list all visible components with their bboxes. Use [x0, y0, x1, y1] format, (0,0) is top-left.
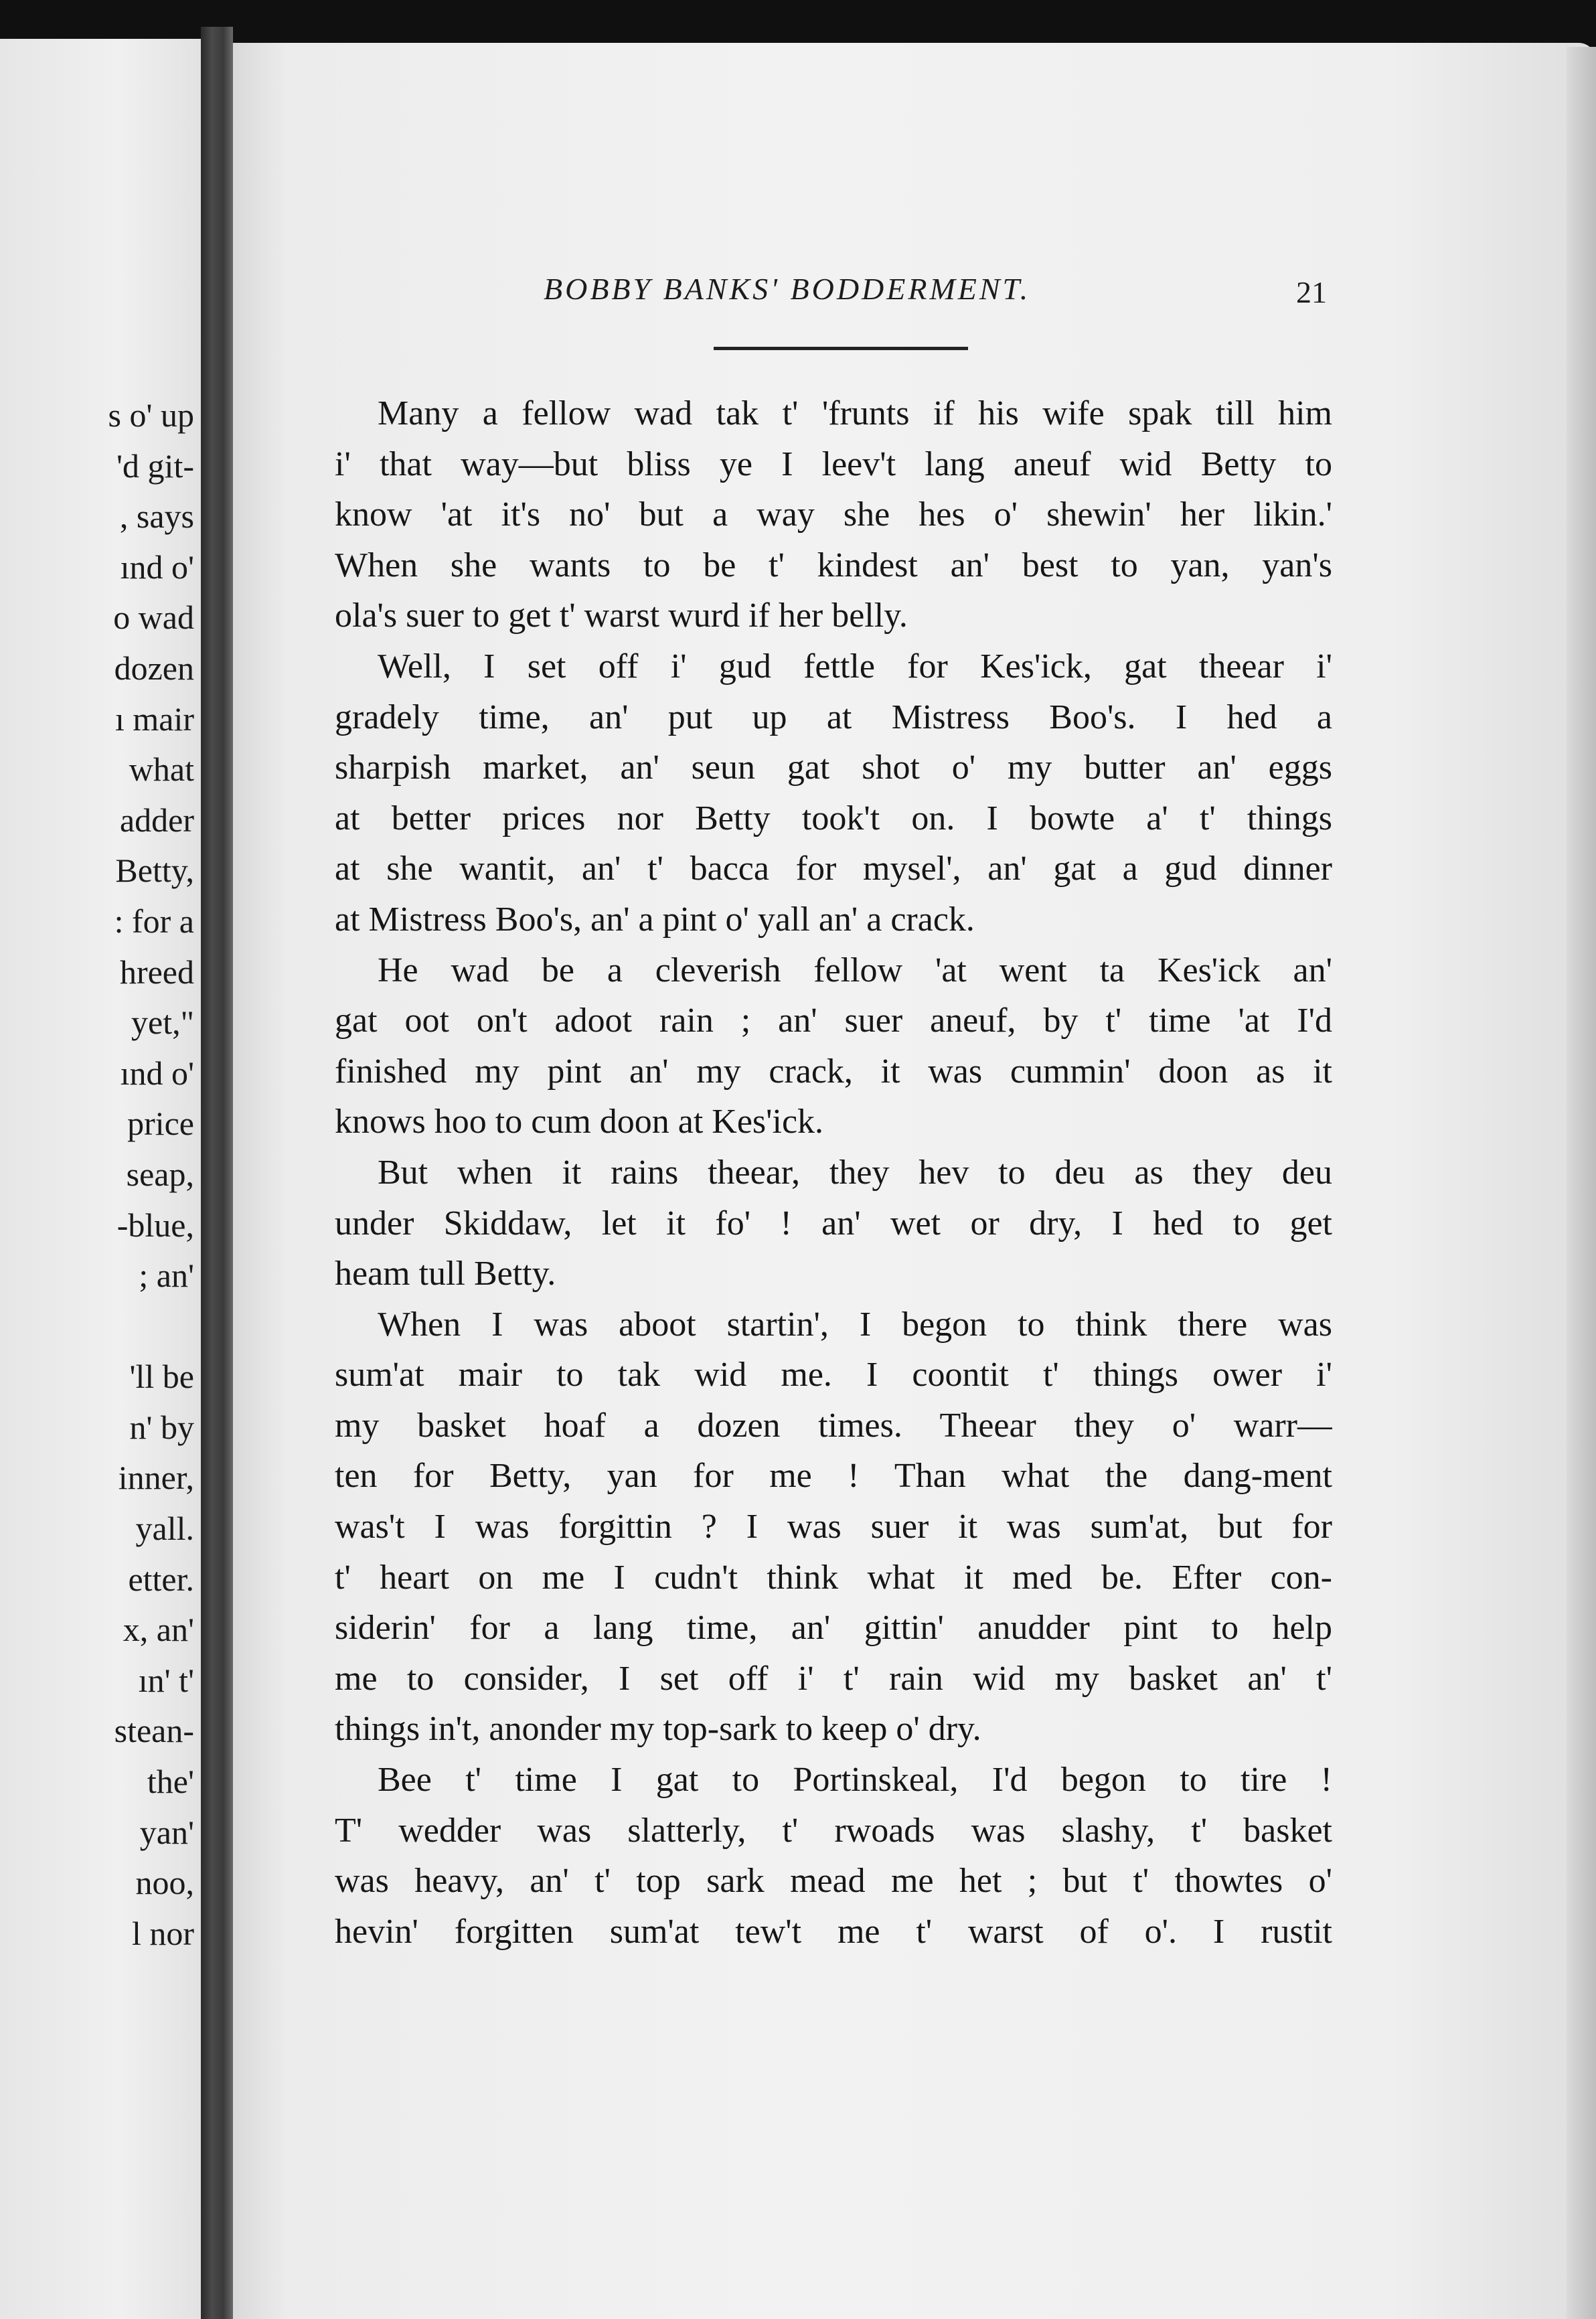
text-line: i' that way—but bliss ye I leev't lang aneuf wid Betty to	[335, 445, 1332, 483]
book-gutter	[201, 27, 233, 2319]
body-text	[335, 388, 1332, 1957]
text-line: Many a fellow wad tak t' 'frunts if his wife spak till him	[378, 394, 1332, 432]
left-page-line: seap,	[126, 1155, 194, 1193]
text-line: He wad be a cleverish fellow 'at went ta Kes'ick an'	[378, 951, 1332, 989]
text-line: sharpish market, an' seun gat shot o' my butter an' eggs	[335, 748, 1332, 787]
left-page-line: price	[127, 1105, 194, 1143]
left-page-line: yan'	[139, 1813, 194, 1851]
left-page-line: ınd o'	[120, 548, 194, 586]
left-page-line: ınd o'	[120, 1054, 194, 1092]
text-line: siderin' for a lang time, an' gittin' anudder pint to help	[335, 1609, 1332, 1648]
text-line: But when it rains theear, they hev to deu as they deu	[378, 1153, 1332, 1192]
left-page-line: o wad	[113, 598, 194, 637]
text-line: Well, I set off i' gud fettle for Kes'ick, gat theear i'	[378, 647, 1332, 686]
left-page-line: ı mair	[114, 700, 194, 738]
text-line: things in't, anonder my top-sark to keep o' dry.	[335, 1710, 981, 1749]
left-page-text	[0, 390, 194, 1959]
left-page-line: : for a	[114, 902, 194, 940]
text-line: finished my pint an' my crack, it was cummin' doon as it	[335, 1052, 1332, 1091]
text-line: at she wantit, an' t' bacca for mysel', an' gat a gud dinner	[335, 850, 1332, 888]
text-line: heam tull Betty.	[335, 1255, 556, 1293]
left-page-line: noo,	[135, 1864, 194, 1902]
left-page-fragment	[0, 39, 201, 2319]
text-line: sum'at mair to tak wid me. I coontit t' things ower i'	[335, 1356, 1332, 1394]
text-line: ola's suer to get t' warst wurd if her belly.	[335, 596, 908, 635]
text-line: Bee t' time I gat to Portinskeal, I'd begon to tire !	[378, 1761, 1332, 1800]
text-line: at Mistress Boo's, an' a pint o' yall an' a crack.	[335, 900, 975, 939]
left-page-line: , says	[119, 497, 194, 536]
left-page-line: inner,	[118, 1459, 194, 1497]
left-page-line: dozen	[114, 649, 194, 687]
text-line: me to consider, I set off i' t' rain wid my basket an' t'	[335, 1659, 1332, 1698]
text-line: When I was aboot startin', I begon to think there was	[378, 1305, 1332, 1344]
left-page-line	[0, 1301, 194, 1352]
text-line: gat oot on't adoot rain ; an' suer aneuf, by t' time 'at I'd	[335, 1002, 1332, 1040]
left-page-line: stean-	[114, 1712, 194, 1750]
left-page-line: s o' up	[108, 396, 194, 434]
left-page-line: the'	[147, 1763, 194, 1801]
text-line: was heavy, an' t' top sark mead me het ; but t' thowtes o'	[335, 1862, 1332, 1901]
left-page-line: 'll be	[129, 1358, 194, 1396]
running-head: BOBBY BANKS' BODDERMENT.	[544, 272, 1031, 306]
page-number: 21	[1296, 275, 1327, 309]
left-page-line: yet,"	[131, 1004, 194, 1042]
left-page-line: adder	[119, 801, 194, 839]
text-line: t' heart on me I cudn't think what it med be. Efter con-	[335, 1558, 1332, 1597]
text-line: at better prices nor Betty took't on. I bowte a' t' things	[335, 799, 1332, 837]
text-line: hevin' forgitten sum'at tew't me t' warst of o'. I rustit	[335, 1912, 1332, 1951]
left-page-line: Betty,	[115, 852, 194, 890]
left-page-line: ; an'	[139, 1257, 194, 1295]
page-edge	[1567, 47, 1596, 2319]
header-rule	[714, 347, 968, 350]
left-page-line: 'd git-	[116, 447, 194, 485]
text-line: was't I was forgittin ? I was suer it was sum'at, but for	[335, 1508, 1332, 1546]
text-line: under Skiddaw, let it fo' ! an' wet or dry, I hed to get	[335, 1204, 1332, 1243]
text-line: gradely time, an' put up at Mistress Boo's. I hed a	[335, 698, 1332, 736]
text-line: T' wedder was slatterly, t' rwoads was slashy, t' basket	[335, 1811, 1332, 1850]
text-line: When she wants to be t' kindest an' best to yan, yan's	[335, 546, 1332, 584]
left-page-line: x, an'	[123, 1611, 194, 1649]
left-page-line: what	[129, 750, 194, 789]
text-line: my basket hoaf a dozen times. Theear they o' warr—	[335, 1406, 1332, 1445]
left-page-line: yall.	[135, 1510, 194, 1548]
left-page-line: -blue,	[116, 1206, 194, 1244]
text-line: ten for Betty, yan for me ! Than what the dang-ment	[335, 1457, 1332, 1496]
left-page-line: ın' t'	[138, 1661, 194, 1699]
left-page-line: n' by	[129, 1408, 194, 1446]
left-page-line: l nor	[131, 1914, 194, 1952]
left-page-line: hreed	[119, 953, 194, 991]
text-line: know 'at it's no' but a way she hes o' shewin' her likin.'	[335, 495, 1332, 534]
left-page-line: etter.	[128, 1560, 194, 1598]
text-line: knows hoo to cum doon at Kes'ick.	[335, 1103, 824, 1141]
